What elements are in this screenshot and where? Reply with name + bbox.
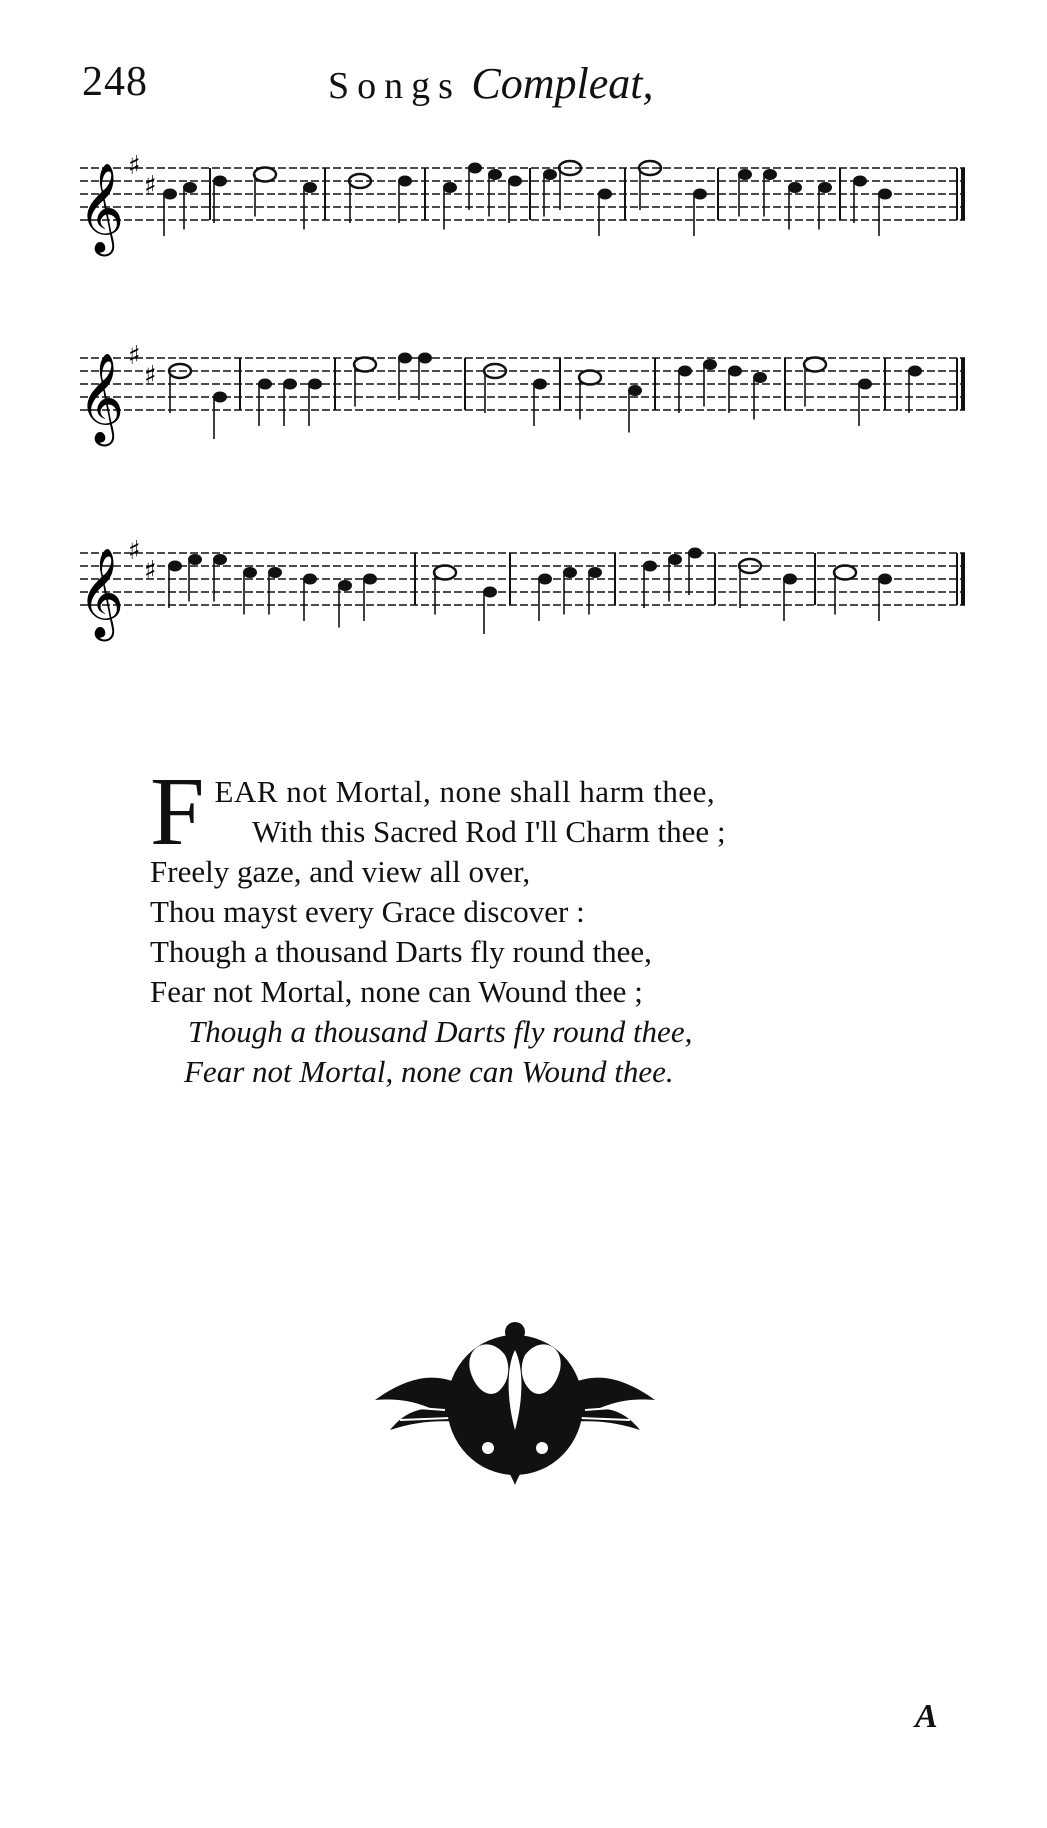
music-note [283, 379, 297, 427]
music-note [254, 168, 276, 217]
winged-pelicans-ornament-icon [370, 1310, 660, 1490]
music-note [804, 358, 826, 407]
music-note [728, 366, 742, 414]
music-note [258, 379, 272, 427]
music-note [303, 574, 317, 622]
music-note [468, 163, 482, 211]
music-note [303, 182, 317, 230]
music-note [188, 554, 202, 602]
verse-line-2: With this Sacred Rod I'll Charm thee ; [252, 814, 726, 849]
music-note [533, 379, 547, 427]
music-note [363, 574, 377, 622]
sharp-icon: ♯ [144, 556, 157, 586]
final-bar-line [961, 553, 965, 605]
final-bar-line [961, 168, 965, 220]
sharp-icon: ♯ [128, 151, 141, 181]
verse-line-5: Though a thousand Darts fly round thee, [150, 934, 652, 969]
running-head [328, 58, 654, 109]
music-note [543, 169, 557, 217]
music-note [908, 366, 922, 414]
music-note [853, 176, 867, 224]
music-note [703, 359, 717, 407]
music-note [563, 567, 577, 615]
music-note [628, 385, 642, 433]
music-note [488, 169, 502, 217]
music-note [213, 176, 227, 224]
music-note [443, 182, 457, 230]
music-note [418, 353, 432, 401]
music-note [354, 358, 376, 407]
verse-line-4: Thou mayst every Grace discover : [150, 894, 585, 929]
music-note [878, 189, 892, 237]
music-note [598, 189, 612, 237]
sharp-icon: ♯ [144, 171, 157, 201]
music-note [878, 574, 892, 622]
music-note [678, 366, 692, 414]
music-note [579, 371, 601, 420]
music-note [763, 169, 777, 217]
treble-clef-icon: 𝄞 [78, 548, 125, 638]
music-note [788, 182, 802, 230]
music-note [183, 182, 197, 230]
music-note [163, 189, 177, 237]
verse-line-6: Fear not Mortal, none can Wound thee ; [150, 974, 643, 1009]
music-note [483, 587, 497, 635]
music-note [738, 169, 752, 217]
music-note [213, 554, 227, 602]
music-note [643, 561, 657, 609]
running-head-caps: Songs [328, 65, 461, 107]
sharp-icon: ♯ [144, 361, 157, 391]
music-note [538, 574, 552, 622]
music-note [688, 548, 702, 596]
drop-cap: F [150, 758, 205, 866]
music-note [268, 567, 282, 615]
music-staff-2 [70, 330, 980, 480]
verse-line-7: Though a thousand Darts fly round thee, [188, 1014, 693, 1049]
music-note [434, 566, 456, 615]
music-note [168, 561, 182, 609]
music-note [834, 566, 856, 615]
music-note [338, 580, 352, 628]
music-note [588, 567, 602, 615]
music-note [243, 567, 257, 615]
music-note [308, 379, 322, 427]
final-bar-line [961, 358, 965, 410]
signature-mark: A [915, 1698, 938, 1735]
music-note [213, 392, 227, 440]
music-note [858, 379, 872, 427]
sharp-icon: ♯ [128, 341, 141, 371]
song-verse [150, 758, 970, 1092]
verse-line-3: Freely gaze, and view all over, [150, 854, 531, 889]
music-note [668, 554, 682, 602]
page-number: 248 [82, 59, 148, 105]
verse-line-1: EAR not Mortal, none shall harm thee, [214, 774, 716, 809]
music-staff-3 [70, 525, 980, 675]
treble-clef-icon: 𝄞 [78, 163, 125, 253]
music-note [753, 372, 767, 420]
music-note [783, 574, 797, 622]
verse-line-8: Fear not Mortal, none can Wound thee. [184, 1054, 674, 1089]
music-note [693, 189, 707, 237]
running-head-italic: Compleat, [471, 59, 654, 108]
music-note [398, 176, 412, 224]
music-note [818, 182, 832, 230]
music-note [398, 353, 412, 401]
treble-clef-icon: 𝄞 [78, 353, 125, 443]
music-note [508, 176, 522, 224]
sharp-icon: ♯ [128, 536, 141, 566]
music-staff-1 [70, 140, 980, 290]
